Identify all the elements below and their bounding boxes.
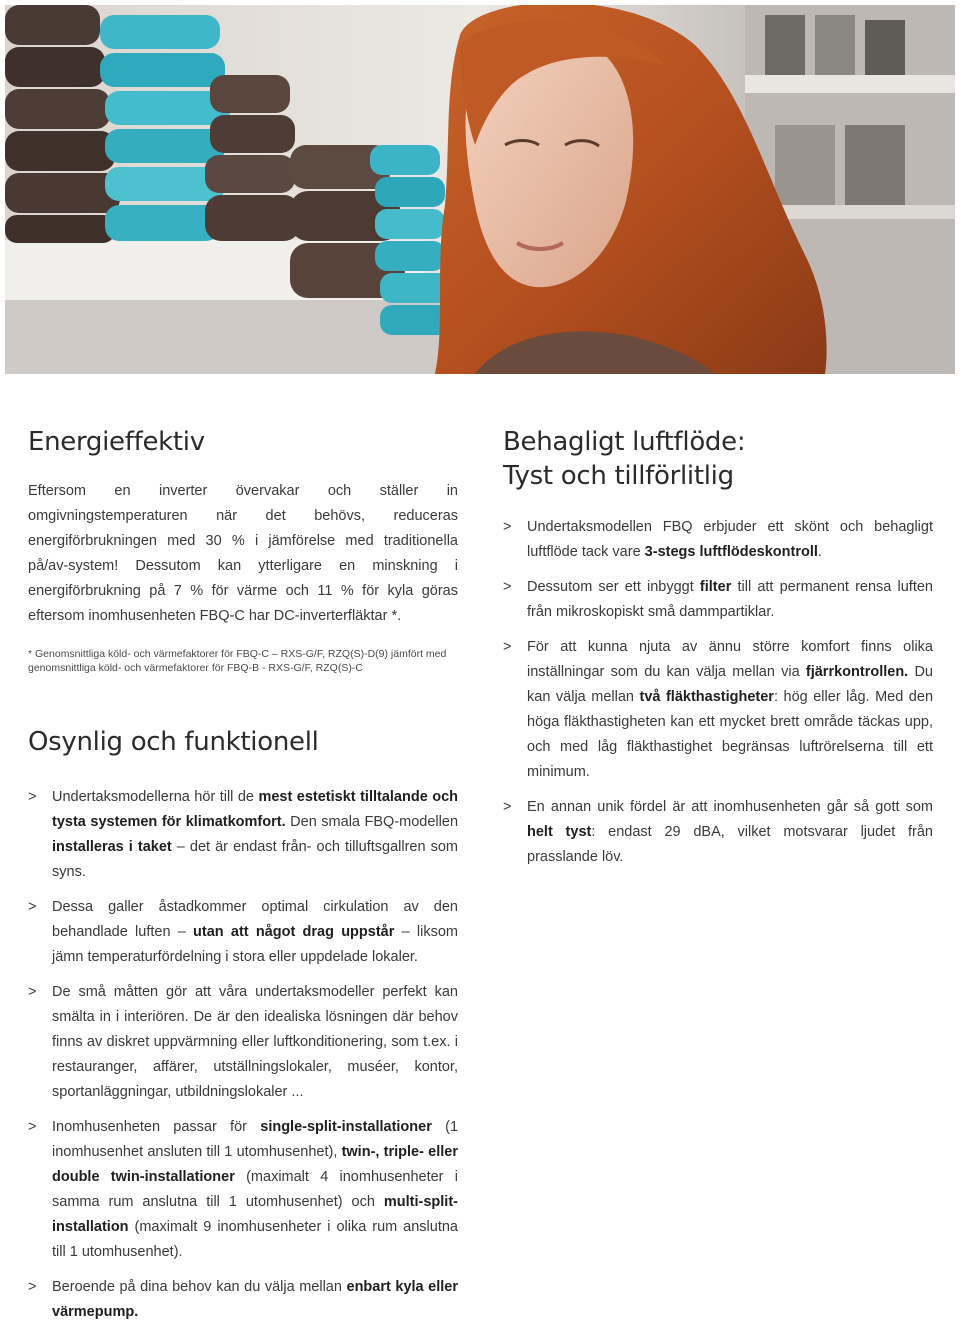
list-item-text: Undertaksmodellerna hör till de: [52, 789, 259, 805]
section-title-invisible: Osynlig och funktionell: [28, 727, 319, 757]
list-item-emphasis: fjärrkontrollen.: [805, 664, 909, 680]
list-item: [503, 515, 933, 565]
section-title-airflow-line1: Behagligt luftflöde:: [503, 427, 746, 457]
bullet-marker-icon: >: [28, 984, 37, 1000]
list-item-text: Du kan välja mellan: [527, 664, 933, 705]
list-item-text: (1 inomhusenhet ansluten till 1 utomhusenhet),: [52, 1119, 459, 1160]
hero-photo-drawing: [5, 5, 955, 374]
list-item-emphasis: utan att något drag uppstår: [193, 924, 395, 940]
invisible-bullet-list: [28, 785, 458, 1325]
list-item-emphasis: helt tyst: [527, 824, 592, 840]
list-item-emphasis: mest estetiskt tilltalande och tysta systemen för klimatkomfort.: [52, 789, 459, 830]
list-item-text: : endast 29 dBA, vilket motsvarar ljudet från prasslande löv.: [527, 824, 933, 865]
list-item: [503, 795, 933, 870]
list-item-text: .: [817, 544, 822, 560]
list-item-text: Dessa galler åstadkommer optimal cirkulation av den behandlade luften –: [52, 899, 458, 940]
bullet-marker-icon: >: [503, 639, 512, 655]
list-item-emphasis: filter: [699, 579, 732, 595]
list-item-text: till att permanent rensa luften från mikroskopiskt små dammpartiklar.: [527, 579, 933, 620]
list-item-emphasis: två fläkthastigheter: [639, 689, 774, 705]
energy-footnote: * Genomsnittliga köld- och värmefaktorer för FBQ-C – RXS-G/F, RZQ(S)-D(9) jämfört med genomsnittliga köld- och värmefaktorer för FBQ-B - RXS-G/F, RZQ(S)-C: [28, 648, 447, 674]
list-item-emphasis: 3-stegs luftflödeskontroll: [644, 544, 818, 560]
bullet-marker-icon: >: [503, 799, 512, 815]
list-item: [28, 785, 458, 885]
list-item-emphasis: single-split-installationer: [260, 1119, 432, 1135]
energy-intro-paragraph: Eftersom en inverter övervakar och ställer in omgivningstemperaturen när det behövs, reduceras energiförbrukningen med 30 % i jämförelse med traditionella på/av-system! Dessutom kan ytterligare en minskning i energiförbrukning på 7 % för värme och 11 % för kyla göras eftersom inomhusenheten FBQ-C har DC-inverterfläktar *.: [28, 483, 458, 624]
list-item-text: Den smala FBQ-modellen: [285, 814, 459, 830]
list-item: [503, 575, 933, 625]
list-item-emphasis: multi-split-installation: [52, 1194, 458, 1235]
list-item-text: (maximalt 4 inomhusenheter i samma rum anslutna till 1 utomhusenhet) och: [52, 1169, 458, 1210]
list-item-text: – liksom jämn temperaturfördelning i stora eller uppdelade lokaler.: [52, 924, 458, 965]
section-title-airflow: [503, 425, 933, 493]
section-title-energy: Energieffektiv: [28, 427, 205, 457]
right-column: [503, 425, 933, 880]
list-item: [28, 1275, 458, 1325]
list-item: [28, 895, 458, 970]
list-item-text: Beroende på dina behov kan du välja mellan: [52, 1279, 347, 1295]
left-column: [28, 425, 458, 1335]
section-title-airflow-line2: Tyst och tillförlitlig: [503, 461, 734, 491]
list-item-emphasis: enbart kyla eller värmepump.: [52, 1279, 458, 1320]
list-item-text: – det är endast från- och tilluftsgallren som syns.: [52, 839, 459, 880]
hero-photo: [5, 5, 955, 374]
list-item-text: Inomhusenheten passar för: [52, 1119, 261, 1135]
bullet-marker-icon: >: [28, 1279, 37, 1295]
list-item-text: Dessutom ser ett inbyggt: [527, 579, 700, 595]
airflow-bullet-list: [503, 515, 933, 870]
list-item: [28, 1115, 458, 1265]
list-item-text: Undertaksmodellen FBQ erbjuder ett skönt och behagligt luftflöde tack vare: [527, 519, 933, 560]
bullet-marker-icon: >: [28, 899, 37, 915]
list-item: [28, 980, 458, 1105]
bullet-marker-icon: >: [503, 519, 512, 535]
list-item-text: En annan unik fördel är att inomhusenheten går så gott som: [527, 799, 933, 815]
list-item-text: : hög eller låg. Med den höga fläkthastigheten kan ett mycket brett område täckas upp, och med låg fläkthastighet begränsas luftrörelserna till ett minimum.: [527, 689, 934, 780]
list-item: [503, 635, 933, 785]
list-item-emphasis: installeras i taket: [52, 839, 172, 855]
list-item-text: (maximalt 9 inomhusenheter i olika rum anslutna till 1 utomhusenhet).: [52, 1219, 458, 1260]
bullet-marker-icon: >: [28, 789, 37, 805]
bullet-marker-icon: >: [503, 579, 512, 595]
list-item-text: För att kunna njuta av ännu större komfort finns olika inställningar som du kan välja mellan via: [527, 639, 933, 680]
list-item-text: De små måtten gör att våra undertaksmodeller perfekt kan smälta in i interiören. De är den idealiska lösningen där behov finns av diskret uppvärmning eller luftkonditionering, som t.ex. i restauranger, affärer, utställningslokaler, muséer, kontor, sportanläggningar, utbildningslokaler ...: [52, 984, 458, 1100]
bullet-marker-icon: >: [28, 1119, 37, 1135]
list-item-emphasis: twin-, triple- eller double twin-installationer: [52, 1144, 458, 1185]
